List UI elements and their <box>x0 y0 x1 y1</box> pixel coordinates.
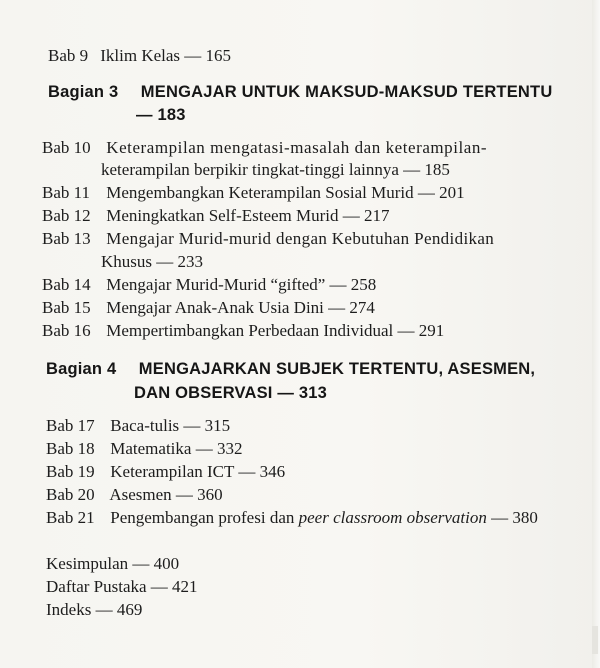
part-heading-3-cont <box>136 106 186 125</box>
part-title-line1: MENGAJAR UNTUK MAKSUD-MAKSUD TERTENTU <box>140 83 553 101</box>
chapter-title: Baca-tulis — 315 <box>110 416 231 435</box>
chapter-title-italic: peer classroom observation <box>298 508 487 527</box>
toc-entry-bab-14 <box>42 275 376 295</box>
end-matter-title: Daftar Pustaka — 421 <box>46 577 198 596</box>
toc-entry-bab-18 <box>46 439 242 459</box>
scanner-mark <box>592 626 598 654</box>
toc-entry-bab-15 <box>42 298 375 318</box>
chapter-title: Matematika — 332 <box>110 439 243 458</box>
chapter-title: Keterampilan mengatasi-masalah dan keterampilan- <box>106 138 488 157</box>
end-matter-title: Indeks — 469 <box>46 600 143 619</box>
chapter-title: Mengajar Murid-murid dengan Kebutuhan Pendidikan <box>106 229 495 248</box>
part-label: Bagian 3 <box>48 83 119 101</box>
chapter-label: Bab 17 <box>46 416 95 435</box>
page-edge <box>592 0 600 668</box>
toc-entry-kesimpulan <box>46 554 179 574</box>
toc-entry-bab-10 <box>42 138 487 158</box>
chapter-label: Bab 9 <box>48 46 89 65</box>
chapter-title-end: — 380 <box>491 508 538 527</box>
toc-entry-bab-9 <box>48 46 231 66</box>
chapter-label: Bab 10 <box>42 138 91 157</box>
toc-entry-bab-12 <box>42 206 390 226</box>
toc-entry-bab-10-cont <box>101 160 450 180</box>
chapter-title: Mengajar Murid-Murid “gifted” — 258 <box>106 275 377 294</box>
chapter-title: Pengembangan profesi dan <box>110 508 295 527</box>
chapter-label: Bab 13 <box>42 229 91 248</box>
chapter-title: Keterampilan ICT — 346 <box>110 462 286 481</box>
chapter-label: Bab 19 <box>46 462 95 481</box>
part-title-line2: DAN OBSERVASI — 313 <box>134 384 327 402</box>
toc-entry-daftar-pustaka <box>46 577 198 597</box>
chapter-label: Bab 14 <box>42 275 91 294</box>
toc-entry-bab-13 <box>42 229 494 249</box>
chapter-label: Bab 12 <box>42 206 91 225</box>
end-matter-title: Kesimpulan — 400 <box>46 554 180 573</box>
toc-entry-bab-21 <box>46 508 538 528</box>
chapter-title: Mengajar Anak-Anak Usia Dini — 274 <box>106 298 375 317</box>
chapter-title: Meningkatkan Self-Esteem Murid — 217 <box>106 206 390 225</box>
chapter-title: Mengembangkan Keterampilan Sosial Murid — 201 <box>106 183 465 202</box>
chapter-label: Bab 21 <box>46 508 95 527</box>
chapter-title: Asesmen — 360 <box>109 485 223 504</box>
chapter-title: Iklim Kelas — 165 <box>100 46 232 65</box>
toc-entry-bab-11 <box>42 183 465 203</box>
toc-entry-bab-17 <box>46 416 230 436</box>
chapter-label: Bab 11 <box>42 183 91 202</box>
chapter-title-cont: Khusus — 233 <box>101 252 204 271</box>
chapter-label: Bab 20 <box>46 485 95 504</box>
chapter-title-cont: keterampilan berpikir tingkat-tinggi lainnya — 185 <box>101 160 450 179</box>
toc-entry-indeks <box>46 600 142 620</box>
part-label: Bagian 4 <box>46 360 117 378</box>
chapter-label: Bab 16 <box>42 321 91 340</box>
toc-entry-bab-19 <box>46 462 285 482</box>
toc-entry-bab-13-cont <box>101 252 203 272</box>
toc-entry-bab-20 <box>46 485 223 505</box>
chapter-label: Bab 18 <box>46 439 95 458</box>
toc-entry-bab-16 <box>42 321 444 341</box>
part-heading-4-cont <box>134 384 327 403</box>
part-heading-4 <box>46 360 535 379</box>
chapter-title: Mempertimbangkan Perbedaan Individual — 291 <box>106 321 445 340</box>
part-title-line1: MENGAJARKAN SUBJEK TERTENTU, ASESMEN, <box>138 360 536 378</box>
chapter-label: Bab 15 <box>42 298 91 317</box>
part-heading-3 <box>48 83 552 102</box>
part-title-line2: — 183 <box>136 106 186 124</box>
